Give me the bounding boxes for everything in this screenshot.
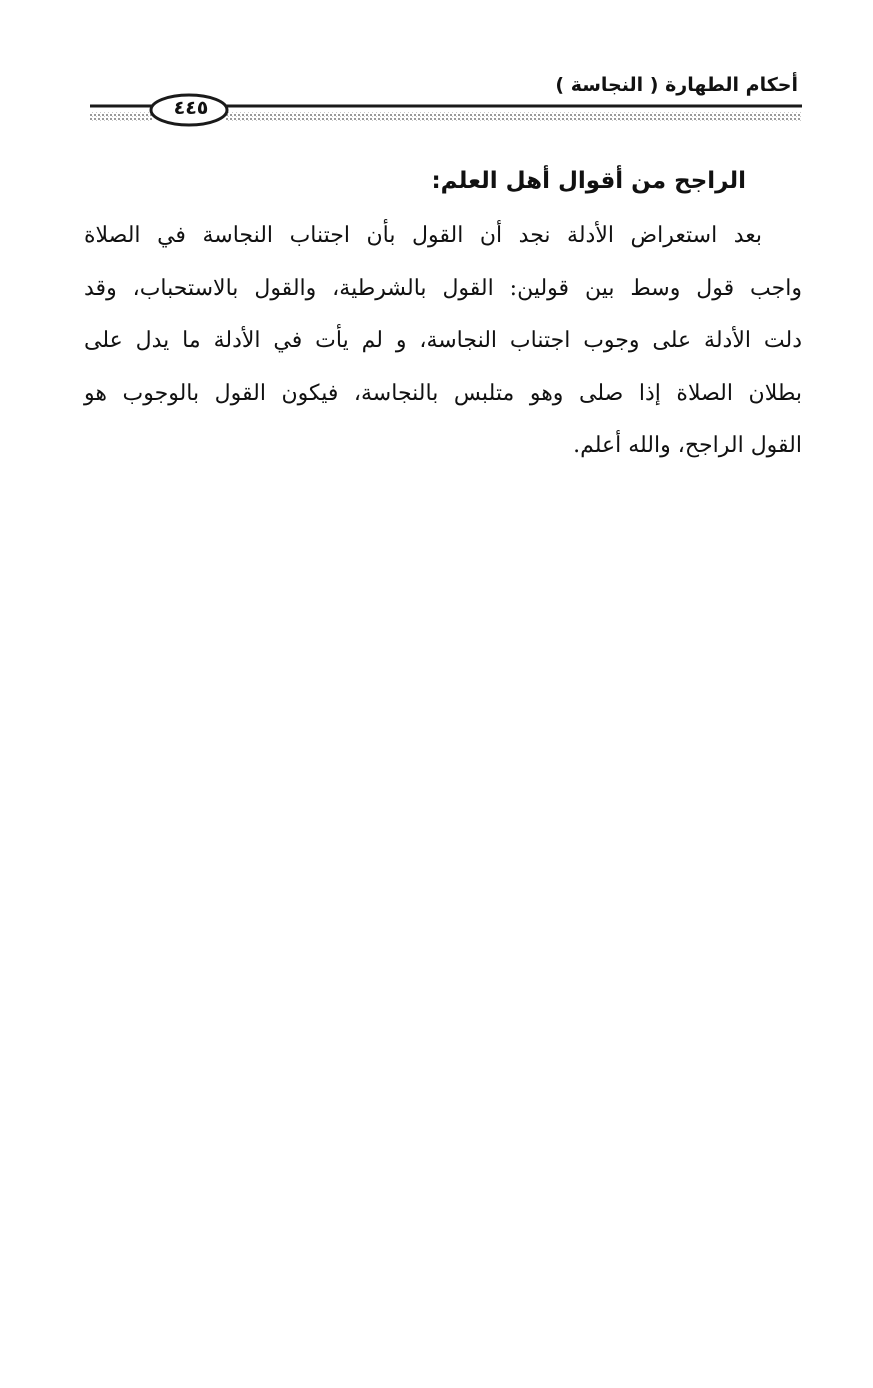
page-number: ٤٤٥ bbox=[173, 97, 209, 119]
paragraph-line: دلت الأدلة على وجوب اجتناب النجاسة، و لم يأت في الأدلة ما يدل على bbox=[84, 328, 802, 353]
section-heading: الراجح من أقوال أهل العلم: bbox=[431, 168, 746, 194]
main-content bbox=[84, 158, 802, 473]
paragraph-line: القول الراجح، والله أعلم. bbox=[573, 433, 802, 458]
paragraph-line: بطلان الصلاة إذا صلى وهو متلبس بالنجاسة، فيكون القول بالوجوب هو bbox=[84, 380, 802, 406]
paragraph-line: بعد استعراض الأدلة نجد أن القول بأن اجتناب النجاسة في الصلاة bbox=[84, 223, 762, 248]
paragraph-line: واجب قول وسط بين قولين: القول بالشرطية، والقول بالاستحباب، وقد bbox=[84, 275, 802, 301]
running-title: أحكام الطهارة ( النجاسة ) bbox=[555, 74, 798, 96]
page-header bbox=[86, 60, 804, 130]
body-paragraph bbox=[84, 210, 802, 473]
